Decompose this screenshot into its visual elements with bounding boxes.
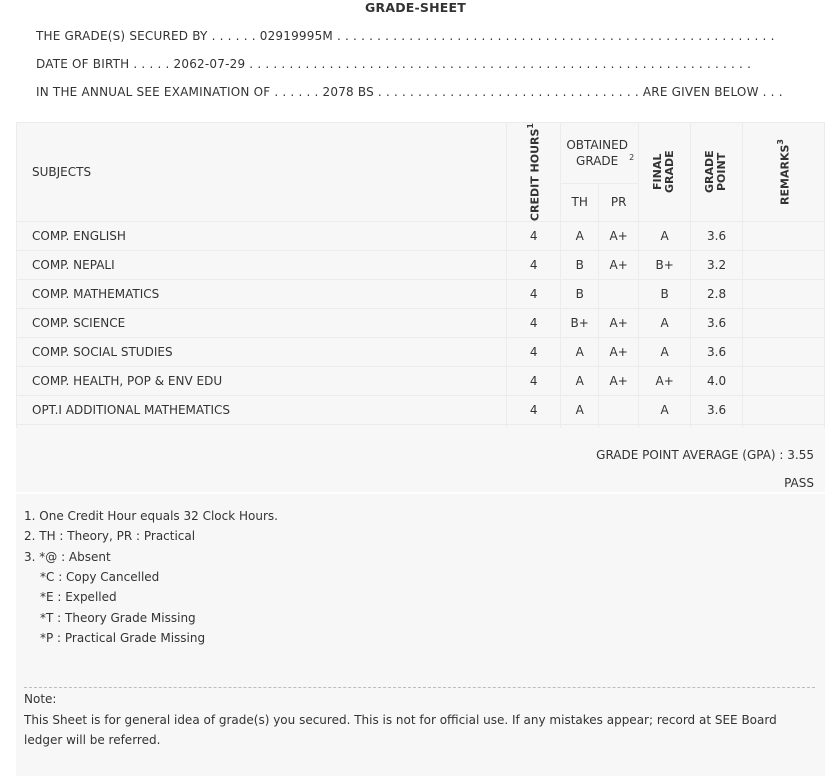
table-row	[17, 338, 825, 367]
final-grade: A+	[639, 367, 691, 396]
remarks	[743, 396, 825, 425]
final-grade: A	[639, 222, 691, 251]
subject-name: COMP. NEPALI	[17, 251, 507, 280]
credit-hours-header	[507, 123, 561, 222]
th-grade: A	[561, 396, 599, 425]
table-row	[17, 251, 825, 280]
pr-grade: A+	[599, 367, 639, 396]
th-header: TH	[561, 183, 599, 222]
grade-point: 4.0	[691, 367, 743, 396]
pr-grade	[599, 280, 639, 309]
footnote-theory-missing: *T : Theory Grade Missing	[40, 611, 196, 625]
remarks	[743, 338, 825, 367]
remarks-sup: 3	[776, 139, 786, 145]
th-grade: B	[561, 280, 599, 309]
pr-grade: A+	[599, 222, 639, 251]
final-grade: B	[639, 280, 691, 309]
remarks	[743, 367, 825, 396]
remarks	[743, 309, 825, 338]
credit-hours: 4	[507, 367, 561, 396]
exam-line: IN THE ANNUAL SEE EXAMINATION OF . . . . . . 2078 BS . . . . . . . . . . . . . . . . . . . . . . . . . . . . . . . . . ARE GIVEN BELOW . . .	[36, 85, 783, 99]
table-row	[17, 396, 825, 425]
pr-grade: A+	[599, 251, 639, 280]
result-status: PASS	[784, 476, 814, 490]
subject-name: COMP. HEALTH, POP & ENV EDU	[17, 367, 507, 396]
th-grade: A	[561, 367, 599, 396]
footnote-th-pr: 2. TH : Theory, PR : Practical	[24, 529, 196, 543]
table-row	[17, 309, 825, 338]
footnote-expelled: *E : Expelled	[40, 590, 117, 604]
footnote-absent: 3. *@ : Absent	[24, 550, 111, 564]
grade-point: 3.6	[691, 309, 743, 338]
note-text: This Sheet is for general idea of grade(s) you secured. This is not for official use. If any mistakes appear; record at SEE Board ledger will be referred.	[24, 713, 777, 747]
gpa-value: GRADE POINT AVERAGE (GPA) : 3.55	[596, 448, 814, 462]
credit-hours: 4	[507, 309, 561, 338]
grades-table	[16, 122, 825, 454]
final-grade: B+	[639, 251, 691, 280]
credit-hours-sup: 1	[526, 123, 536, 129]
credit-hours-label: CREDIT HOURS	[529, 128, 543, 222]
credit-hours: 4	[507, 338, 561, 367]
grade-point-label: GRADE POINT	[702, 150, 728, 194]
pr-grade: A+	[599, 338, 639, 367]
th-grade: A	[561, 338, 599, 367]
obtained-grade-header	[561, 123, 639, 184]
th-grade: B	[561, 251, 599, 280]
footnote-copy-cancelled: *C : Copy Cancelled	[40, 570, 160, 584]
grade-point-header	[691, 123, 743, 222]
student-id-line: THE GRADE(S) SECURED BY . . . . . . 02919995M . . . . . . . . . . . . . . . . . . . . . . . . . . . . . . . . . . . . . . . . . . . . . . . . . . . . . . .	[36, 29, 775, 43]
final-grade: A	[639, 396, 691, 425]
th-grade: A	[561, 222, 599, 251]
remarks	[743, 280, 825, 309]
subject-name: OPT.I ADDITIONAL MATHEMATICS	[17, 396, 507, 425]
dob-line: DATE OF BIRTH . . . . . 2062-07-29 . . . . . . . . . . . . . . . . . . . . . . . . . . . . . . . . . . . . . . . . . . . . . . . . . . . . . . . . . . . . . . .	[36, 57, 752, 71]
obtained-grade-label: OBTAINED GRADE	[566, 137, 628, 168]
grade-point: 3.6	[691, 222, 743, 251]
final-grade: A	[639, 338, 691, 367]
table-row	[17, 222, 825, 251]
pr-header: PR	[599, 183, 639, 222]
remarks	[743, 222, 825, 251]
obtained-grade-sup: 2	[629, 152, 635, 162]
subject-name: COMP. ENGLISH	[17, 222, 507, 251]
pr-grade	[599, 396, 639, 425]
credit-hours: 4	[507, 251, 561, 280]
page-title: GRADE-SHEET	[365, 0, 466, 15]
credit-hours: 4	[507, 222, 561, 251]
footnote-credit-hour: 1. One Credit Hour equals 32 Clock Hours.	[24, 509, 278, 523]
final-grade: A	[639, 309, 691, 338]
table-row	[17, 367, 825, 396]
subject-name: COMP. MATHEMATICS	[17, 280, 507, 309]
final-grade-header	[639, 123, 691, 222]
credit-hours: 4	[507, 280, 561, 309]
remarks-header	[743, 123, 825, 222]
subject-name: COMP. SOCIAL STUDIES	[17, 338, 507, 367]
grade-point: 3.2	[691, 251, 743, 280]
divider	[24, 687, 815, 688]
summary-section	[16, 428, 825, 492]
remarks-label: REMARKS	[778, 144, 792, 206]
subject-name: COMP. SCIENCE	[17, 309, 507, 338]
final-grade-label: FINAL GRADE	[650, 150, 676, 194]
credit-hours: 4	[507, 396, 561, 425]
note-label: Note:	[24, 692, 57, 706]
th-grade: B+	[561, 309, 599, 338]
remarks	[743, 251, 825, 280]
grade-point: 3.6	[691, 338, 743, 367]
subjects-header: SUBJECTS	[17, 123, 507, 222]
grade-point: 3.6	[691, 396, 743, 425]
footnotes-section	[16, 494, 825, 776]
grade-point: 2.8	[691, 280, 743, 309]
table-row	[17, 280, 825, 309]
pr-grade: A+	[599, 309, 639, 338]
footnote-practical-missing: *P : Practical Grade Missing	[40, 631, 206, 645]
